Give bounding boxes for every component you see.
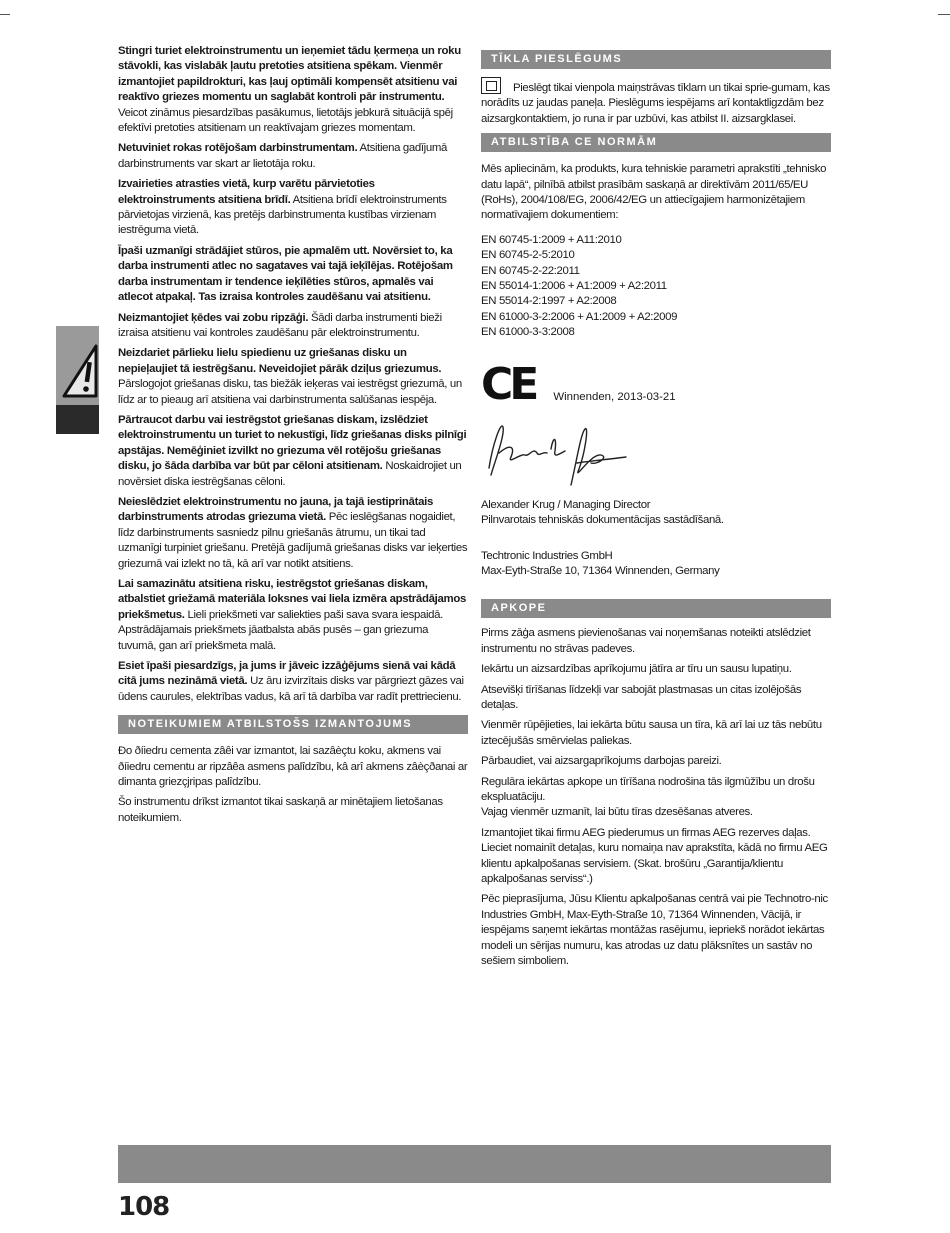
care-paragraph: Pirms zāģa asmens pievienošanas vai noņemšanas noteikti atslēdziet instrumentu no strāvas padeves. — [481, 627, 811, 655]
safety-bold-text: Stingri turiet elektroinstrumentu un ieņemiet tādu ķermeņa un roku stāvokli, kas vislabāk ļautu pretoties atsitiena spēkam. Vienmēr izmantojiet papildrokturi, kas ļauj optimāli kompensēt atsitienu vai reaktīvo griezes momentu un saglabāt kontroli pār instrumentu. — [118, 45, 461, 104]
safety-bold-text: Izvairieties atrasties vietā, kurp varētu pārvietoties elektroinstruments atsitiena brīdī. — [118, 178, 375, 206]
safety-bold-text: Lai samazinātu atsitiena risku, iestrēgstot griešanas diskam, atbalstiet griežamā materiāla loksnes vai liela izmēra apstrādājamos priekšmetus. — [118, 578, 467, 621]
care-paragraph: Regulāra iekārtas apkope un tīrīšana nodrošina tās ilgmūžību un drošu ekspluatāciju. Vajag vienmēr uzmanīt, lai būtu tīras dzesēšanas atveres. — [481, 775, 815, 819]
standards-list — [481, 233, 831, 341]
conformity-text: Mēs apliecinām, ka produkts, kura tehniskie parametri aprakstīti „tehnisko datu lapā“, pilnībā atbilst prasībām saskaņā ar direktīvām 2011/65/EU (RoHs), 2004/108/EG, 2006/42/EG un attiecīgajiem harmonizētajiem normatīvajiem dokumentiem: — [481, 163, 827, 222]
safety-paragraph — [118, 141, 468, 172]
standard-item: EN 61000-3-3:2008 — [481, 326, 575, 339]
safety-body-text: Pēc ieslēgšanas nogaidiet, līdz darbinstruments sasniedz pilnu griešanās ātrumu, un tikai tad uzmanīgi turpiniet griešanu. Pretējā gadījumā griešanas disks var ieķerties griezumā vai izlekt no tā, kā arī var notikt atsitiens. — [118, 511, 468, 570]
safety-bold-text: Neizdariet pārlieku lielu spiedienu uz griešanas disku un nepieļaujiet tā iestrēgšanu. Neveidojiet pārāk dziļus griezumus. — [118, 347, 442, 375]
care-heading: APKOPE — [481, 599, 831, 618]
mains-paragraph — [481, 77, 831, 127]
care-paragraph: Vienmēr rūpējieties, lai iekārta būtu sausa un tīra, kā arī lai uz tās nebūtu iztecējušās smērvielas paliekas. — [481, 719, 822, 747]
standard-item: EN 55014-1:2006 + A1:2009 + A2:2011 — [481, 280, 667, 293]
safety-paragraph — [118, 244, 468, 306]
signatory: Alexander Krug / Managing Director — [481, 498, 651, 511]
safety-paragraph — [118, 44, 468, 136]
care-paragraph: Izmantojiet tikai firmu AEG piederumus un firmas AEG rezerves daļas. Lieciet nomainīt detaļas, kuru nomaiņa nav aprakstīta, kādā no firmu AEG klientu apkalpošanas servisiem. (Skat. brošūru „Garantija/klientu apkalpošanas serviss“.) — [481, 826, 828, 885]
safety-body-text: Veicot zināmus piesardzības pasākumus, lietotājs jebkurā situācijā spēj efektīvi pretoties atsitienam un reaktīvajam griezes momentam. — [118, 106, 453, 135]
safety-paragraph — [118, 413, 468, 490]
standard-item: EN 60745-2-22:2011 — [481, 264, 580, 277]
left-column — [118, 44, 468, 831]
care-paragraph: Iekārtu un aizsardzības aprīkojumu jātīra ar tīru un sausu lupatiņu. — [481, 663, 792, 676]
standard-item: EN 60745-1:2009 + A11:2010 — [481, 233, 622, 246]
usage-paragraphs — [118, 744, 468, 826]
care-paragraph: Pēc pieprasījuma, Jūsu Klientu apkalpošanas centrā vai pie Technotro-nic Industries GmbH, Max-Eyth-Straße 10, 71364 Winnenden, Vācijā, ir iespējams saņemt iekārtas montāžas rasējumu, iepriekš norādot iekārtas modeli un sērijas numuru, kas atrodas uz datu plāksnītes un sastāv no sešiem simboliem. — [481, 893, 828, 968]
company-address: Max-Eyth-Straße 10, 71364 Winnenden, Germany — [481, 564, 720, 577]
signature-image — [481, 413, 631, 493]
place-date: Winnenden, 2013-03-21 — [553, 390, 676, 403]
safety-paragraph — [118, 346, 468, 408]
crop-mark — [0, 14, 10, 15]
double-square-icon — [481, 77, 501, 94]
mains-heading: TĪKLA PIESLĒGUMS — [481, 50, 831, 69]
safety-paragraph — [118, 177, 468, 239]
authorized-person: Pilnvarotais tehniskās dokumentācijas sastādīšanā. — [481, 514, 724, 527]
safety-bold-text: Netuviniet rokas rotējošam darbinstrumentam. — [118, 142, 358, 155]
mains-text: Pieslēgt tikai vienpola maiņstrāvas tīklam un tikai sprie-gumam, kas norādīts uz jaudas paneļa. Pieslēgums iespējams arī kontaktligzdām bez aizsargkontaktiem, jo runa ir par uzbūvi, kas atbilst II. aizsargklasei. — [481, 82, 830, 125]
safety-paragraph — [118, 495, 468, 572]
safety-body-text: Pārslogojot griešanas disku, tas biežāk ieķeras vai iestrēgst griezumā, un līdz ar to pieaug arī atsitiena vai darbinstrumenta salūšanas iespēja. — [118, 378, 462, 406]
crop-mark — [938, 14, 950, 15]
safety-body-text: Šādi darba instrumenti bieži izraisa atsitienu vai kontroles zaudēšanu pār elektroinstrumentu. — [118, 311, 442, 339]
standard-item: EN 61000-3-2:2006 + A1:2009 + A2:2009 — [481, 310, 678, 323]
ce-row — [481, 358, 831, 410]
safety-bold-text: Esiet īpaši piesardzīgs, ja jums ir jāveic izzāģējums sienā vai kādā citā jums nezināmā vietā. — [118, 660, 456, 688]
usage-paragraph: Šo instrumentu drīkst izmantot tikai saskaņā ar minētajiem lietošanas noteikumiem. — [118, 796, 443, 824]
safety-body-text: Atsitiena gadījumā darbinstruments var skart ar lietotāja roku. — [118, 142, 447, 170]
footer-bar — [118, 1145, 831, 1183]
ce-mark-logo: CE — [481, 358, 536, 410]
safety-bold-text: Pārtraucot darbu vai iestrēgstot griešanas diskam, izslēdziet elektroinstrumentu un turiet to nekustīgi, līdz griešanas disks pilnīgi apstājas. Nemēģiniet izvilkt no griezuma vēl rotējošu griešanas disku, jo šāda darbība var būt par cēloni atsitienam. — [118, 413, 467, 473]
safety-bold-text: Neizmantojiet ķēdes vai zobu ripzāģi. — [118, 311, 309, 324]
standard-item: EN 60745-2-5:2010 — [481, 249, 575, 262]
safety-paragraph — [118, 311, 468, 342]
safety-bold-text: Neieslēdziet elektroinstrumentu no jauna, ja tajā iestiprinātais darbinstruments atrodas griezuma vietā. — [118, 495, 434, 524]
conformity-heading: ATBILSTĪBA CE NORMĀM — [481, 133, 831, 152]
care-paragraph: Pārbaudiet, vai aizsargaprīkojums darbojas pareizi. — [481, 755, 722, 768]
care-paragraph: Atsevišķi tīrīšanas līdzekļi var sabojāt plastmasas un citas izolējošās detaļas. — [481, 683, 802, 711]
safety-body-text: Noskaidrojiet un novērsiet diska iestrēgšanas cēloni. — [118, 460, 462, 488]
care-paragraphs — [481, 626, 831, 969]
warning-triangle-icon — [56, 326, 99, 405]
usage-heading: NOTEIKUMIEM ATBILSTOŠS IZMANTOJUMS — [118, 715, 468, 734]
standard-item: EN 55014-2:1997 + A2:2008 — [481, 295, 617, 308]
usage-paragraph: Ðo ðíiedru cementa zâêi var izmantot, lai sazâèçtu koku, akmens vai ðíiedru cementu ar ripzâêa asmens palîdzîbu, kâ arî akmens zâèçðanai ar dimanta griezçjripas palîdzîbu. — [118, 745, 468, 789]
safety-bold-text: Īpaši uzmanīgi strādājiet stūros, pie apmalēm utt. Novērsiet to, ka darba instrumenti atlec no sagataves vai tajā ieķīlējas. Rotējošam darba instrumentam ir tendence ieķīlēties stūros, apmalēs vai atlecot atpakaļ. Tas izraisa kontroles zaudēšanu vai atsitienu. — [118, 244, 453, 304]
safety-paragraph — [118, 659, 468, 705]
safety-body-text: Lieli priekšmeti var saliekties paši sava svara iespaidā. Apstrādājamais priekšmets jāatbalsta abās pusēs – gan griezuma tuvumā, gan arī priekšmeta malā. — [118, 608, 443, 652]
safety-paragraphs — [118, 44, 468, 705]
page-number: 108 — [118, 1192, 170, 1222]
company-name: Techtronic Industries GmbH — [481, 549, 613, 562]
warning-side-tab — [56, 326, 99, 434]
safety-body-text: Atsitiena brīdī elektroinstruments pārvietojas virzienā, kas pretējs darbinstrumenta kustības virzienam iestrēguma vietā. — [118, 193, 447, 237]
right-column — [481, 50, 831, 974]
safety-body-text: Uz āru izvirzītais disks var pārgriezt gāzes vai ūdens caurules, elektrības vadus, kā arī tā darbība var radīt prettriecienu. — [118, 675, 464, 703]
safety-paragraph — [118, 577, 468, 654]
